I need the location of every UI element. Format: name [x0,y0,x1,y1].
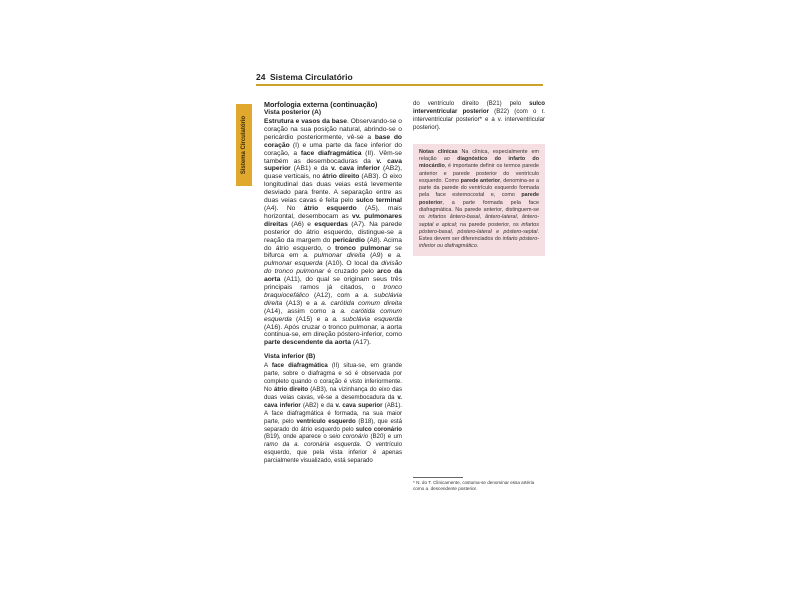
section-title: Morfologia externa (continuação) [264,100,378,109]
footnote [413,477,545,492]
text-run: (A17). [350,339,372,347]
text-run: (A8). Acima do átrio esquerdo, o [264,236,402,252]
italic-term: ramo da a. coronária esquerda [264,441,360,449]
italic-term: seio coronário [329,433,369,441]
text-run: ; na parede posterior, os [455,221,522,228]
bold-term: pericárdio [332,236,365,244]
text-run: (AB2), quase verticais, no [264,165,403,181]
italic-term: a. carótida comum direita [321,299,402,307]
text-run: (I) e uma parte da face inferior do coração, a [264,141,402,157]
bold-term: face diafragmática [271,362,328,370]
text-run: . Estes devem ser diferenciados do [419,228,539,243]
left-column [264,100,402,465]
paragraph-posterior-view [264,118,402,347]
text-run: A [264,362,272,370]
italic-term: divisão do tronco pulmonar [264,260,403,276]
bold-term: Estrutura e vasos da base [264,118,347,125]
text-run: (A15) e a [291,315,333,323]
italic-term: a. pulmonar direita [303,252,366,260]
text-run: . [476,243,479,250]
bold-term: base do coração [264,133,402,149]
italic-term: infartos ântero-basal, ântero-lateral, ântero-septal e apical [419,214,539,228]
text-run: (A4). No [264,204,304,212]
side-tab-label: Sistema Circulatório [241,115,247,175]
subheading-inferior-view: Vista inferior (B) [264,353,316,361]
bold-term: sulco coronário [355,425,402,433]
text-run: se bifurca em [264,244,402,260]
italic-term: a. subclávia direita [264,291,402,307]
italic-term: a. carótida comum esquerda [264,307,402,323]
text-run: (II) situa-se, em grande parte, sobre o diafragma e só é observada por completo quando o coração é visto inferiormente. No [264,362,403,393]
italic-term: a. subclávia esquerda [332,315,402,323]
text-run: (AB1). A face diafragmática é formada, na sua maior parte, pelo [264,401,402,425]
paragraph-inferior-view [264,362,402,465]
bold-term: v. cava inferior [331,165,381,173]
text-run: (A11), do qual se originam seus três principais ramos já citados, o [264,276,402,292]
text-run: do ventrículo direito (B21) pelo [413,100,530,107]
bold-term: tronco pulmonar [335,244,391,252]
text-run: (AB2) e da [300,401,336,409]
text-run: (B20) e um [368,433,402,441]
text-run: (A14), assim como a [264,307,341,315]
text-run: , é importante definir os termos parede anterior e parede posterior do ventrículo esquerdo. Como [419,163,539,184]
right-column [413,100,545,256]
running-title: Sistema Circulatório [270,72,353,82]
bold-term: parede posterior [419,192,539,206]
text-run: é cruzado pelo [324,268,377,276]
footnote-text: * N. do T. Clinicamente, costuma-se denominar essa artéria como a. descendente posterior. [413,479,535,491]
text-run: . O ventrículo esquerdo, que pela vista inferior é apenas parcialmente visualizado, está separado [264,441,402,465]
text-run: (A5), mais horizontal, desembocam as [264,204,403,220]
bold-term: parte descendente da aorta [264,339,351,347]
bold-term: sulco interventricular posterior [413,100,545,115]
text-run: (B19), onde aparece o [264,433,330,441]
text-run: (B18), que está separado do átrio esquerdo pelo [264,417,402,433]
bold-term: parede anterior [460,177,501,184]
bold-term: vv. pulmonares direitas [264,212,402,228]
bold-term: átrio esquerdo [303,204,357,212]
bold-term: sulco terminal [355,197,402,205]
bold-term: Notas clínicas [419,148,458,155]
page-number: 24 [256,72,266,82]
paragraph-continuation [413,100,545,132]
text-run: (AB1) e da [290,165,332,173]
bold-term: átrio direito [322,173,360,181]
clinical-note-text [419,149,539,251]
chapter-side-tab [236,104,252,186]
subheading-posterior-view: Vista posterior (A) [264,109,322,116]
text-run: . Observando-se o coração na sua posição natural, abrindo-se o pericárdio posteriormente, vê-se a [264,118,402,141]
bold-term: átrio direito [274,386,309,393]
text-run: (A7). Na parede posterior do átrio esquerdo, distingue-se a reação da margem do [264,220,402,244]
text-run: (II). Vêm-se também as desembocaduras da [264,149,402,165]
text-run: Na clínica, especialmente em relação ao [419,148,539,162]
text-run: (A6) e [287,220,315,228]
text-run: (AB3), na vizinhança do eixo das duas veias cavas, vê-se a desembocadura da [264,386,402,401]
text-run: (A9) e [365,252,397,260]
text-run: (A16). Após cruzar o tronco pulmonar, a aorta continua-se, em direção póstero-inferior, como [264,323,402,339]
bold-term: face diafragmática [300,149,362,157]
italic-term: tronco braquiocefálico [264,284,402,299]
bold-term: v. cava superior [335,401,383,409]
footnote-rule [413,477,463,478]
italic-term: infarto póstero-inferior ou diafragmático [419,236,539,250]
italic-term: a. pulmonar esquerda [264,252,402,268]
bold-term: esquerdas [314,220,348,228]
bold-term: diagnóstico do infarto do miocárdio [419,155,540,170]
italic-term: infartos póstero-basal, póstero-lateral e póstero-septal [419,221,539,235]
text-run: (A13) e a [282,299,322,307]
text-run: , denomina-se a parte da parede do ventrículo esquerdo formada pela face esternocostal e, como [419,177,540,199]
text-run: (AB3). O eixo longitudinal das duas veias está levemente desviado para frente. A separação entre as duas veias cavas é feita pelo [264,173,402,205]
text-run: (B22) (com o r. interventricular posterior* e a v. interventricular posterior). [413,107,545,131]
bold-term: arco da aorta [264,268,403,284]
text-run: (A10). O local da [322,260,382,268]
bold-term: v. cava superior [264,157,402,173]
text-run: , a parte formada pela face diafragmática. Na parede anterior, distinguem-se os [419,199,539,221]
text-run: (A12), com a [308,291,364,299]
bold-term: ventrículo esquerdo [296,417,356,425]
clinical-note-box [413,144,545,256]
bold-term: v. cava inferior [264,393,402,409]
header-rule [256,84,543,86]
